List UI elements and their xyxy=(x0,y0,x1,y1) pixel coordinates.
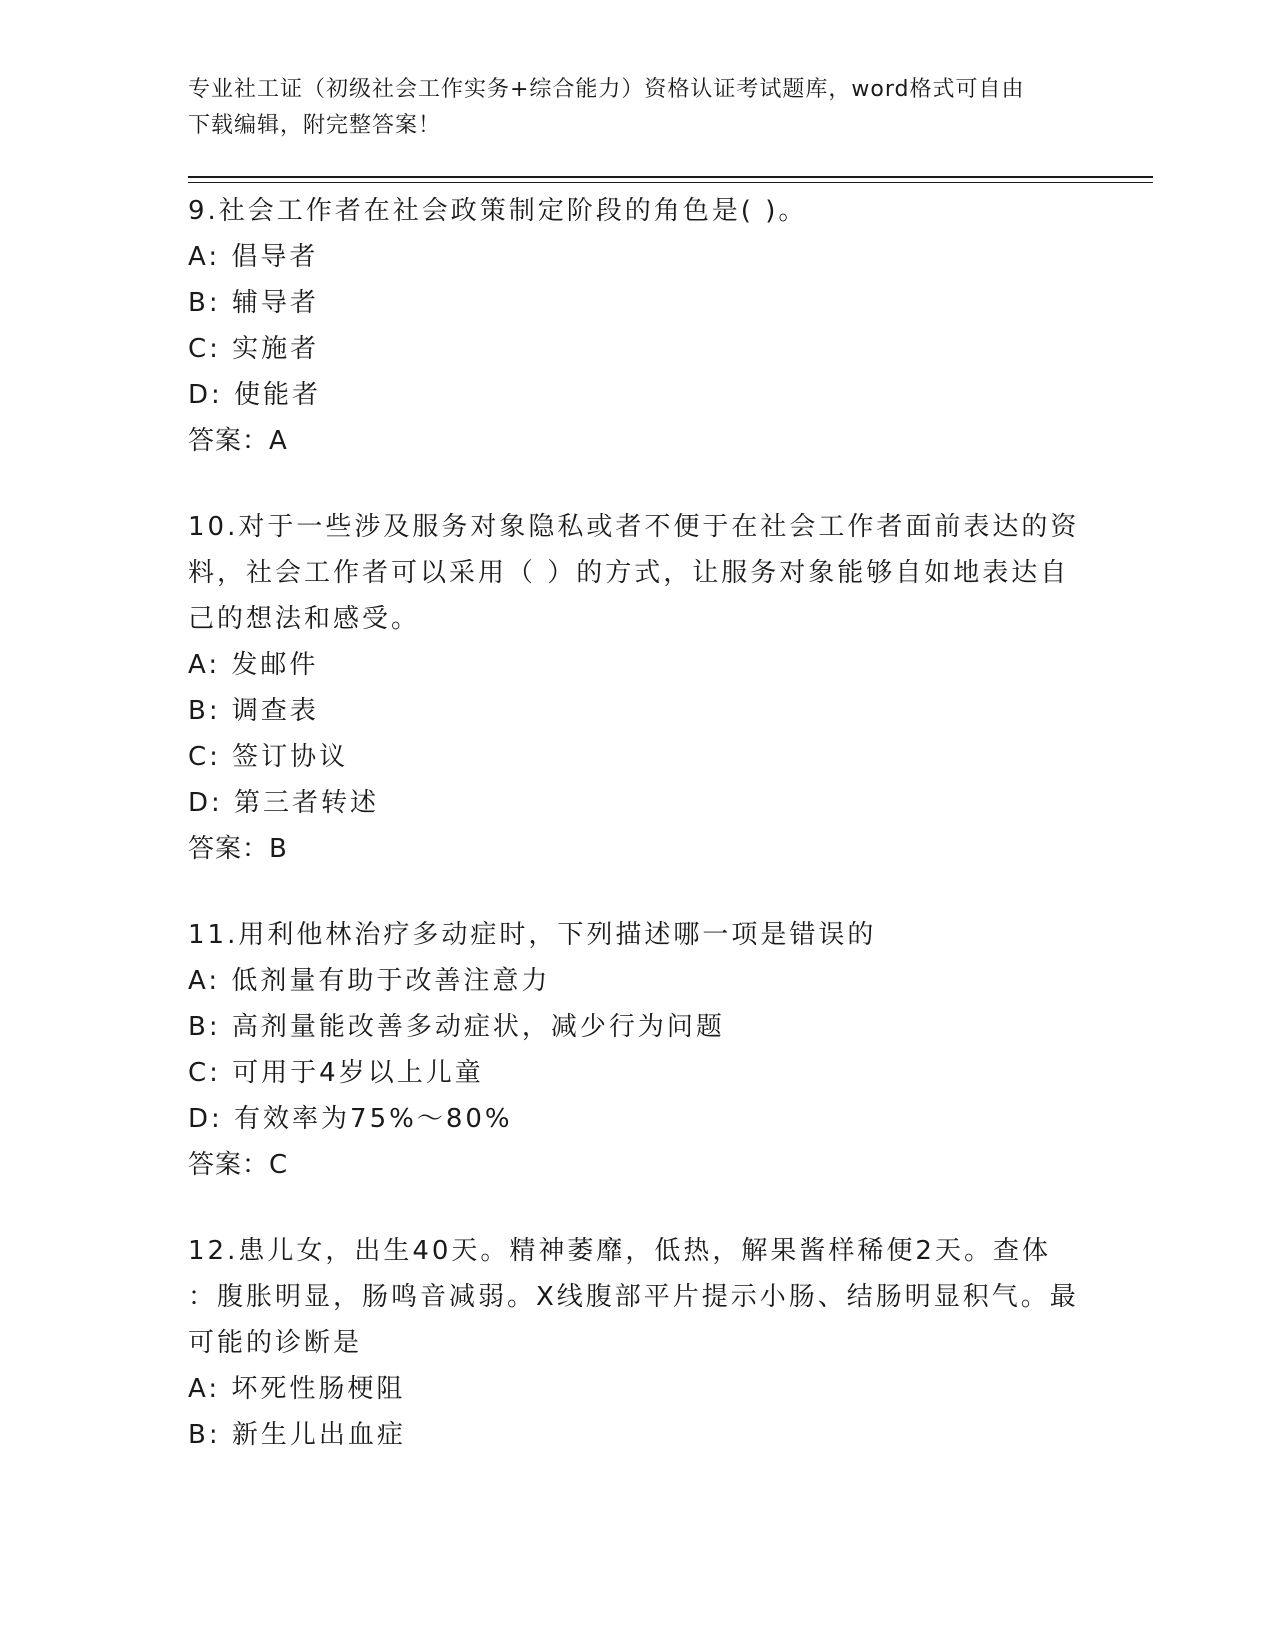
question-12 xyxy=(188,1228,1088,1458)
option-b: B: 调查表 xyxy=(188,696,319,726)
answer: 答案：B xyxy=(188,834,288,864)
option-d: D: 第三者转述 xyxy=(188,788,380,818)
question-list xyxy=(188,188,1088,1498)
header-line-1: 专业社工证（初级社会工作实务+综合能力）资格认证考试题库，word格式可自由 xyxy=(188,77,1025,102)
option-a: A: 低剂量有助于改善注意力 xyxy=(188,966,551,996)
stem-line: 11.用利他林治疗多动症时，下列描述哪一项是错误的 xyxy=(188,920,877,950)
question-9 xyxy=(188,188,1088,464)
option-a: A: 倡导者 xyxy=(188,242,319,272)
option-b: B: 辅导者 xyxy=(188,288,319,318)
option-c: C: 签订协议 xyxy=(188,742,349,772)
question-11 xyxy=(188,912,1088,1188)
option-c: C: 可用于4岁以上儿童 xyxy=(188,1058,484,1088)
header-line-2: 下载编辑，附完整答案！ xyxy=(188,113,442,138)
option-c: C: 实施者 xyxy=(188,334,320,364)
stem-line: 可能的诊断是 xyxy=(188,1328,363,1358)
question-stem xyxy=(188,188,1088,234)
question-10 xyxy=(188,504,1088,872)
question-stem xyxy=(188,504,1088,642)
header-divider xyxy=(188,176,1153,178)
stem-line: ：腹胀明显，肠鸣音减弱。X线腹部平片提示小肠、结肠明显积气。最 xyxy=(188,1282,1079,1312)
stem-line: 12.患儿女，出生40天。精神萎靡，低热，解果酱样稀便2天。查体 xyxy=(188,1236,1051,1266)
option-d: D: 有效率为75%～80% xyxy=(188,1104,513,1134)
question-stem xyxy=(188,912,1088,958)
stem-line: 9.社会工作者在社会政策制定阶段的角色是( )。 xyxy=(188,196,808,226)
stem-line: 料，社会工作者可以采用（ ）的方式，让服务对象能够自如地表达自 xyxy=(188,558,1070,588)
option-d: D: 使能者 xyxy=(188,380,322,410)
document-header xyxy=(188,72,1088,144)
answer: 答案：A xyxy=(188,426,288,456)
option-a: A: 坏死性肠梗阻 xyxy=(188,1374,406,1404)
option-b: B: 新生儿出血症 xyxy=(188,1420,406,1450)
answer: 答案：C xyxy=(188,1150,289,1180)
header-divider-thin xyxy=(188,182,1153,183)
option-b: B: 高剂量能改善多动症状，减少行为问题 xyxy=(188,1012,725,1042)
stem-line: 己的想法和感受。 xyxy=(188,604,421,634)
option-a: A: 发邮件 xyxy=(188,650,319,680)
stem-line: 10.对于一些涉及服务对象隐私或者不便于在社会工作者面前表达的资 xyxy=(188,512,1080,542)
question-stem xyxy=(188,1228,1088,1366)
